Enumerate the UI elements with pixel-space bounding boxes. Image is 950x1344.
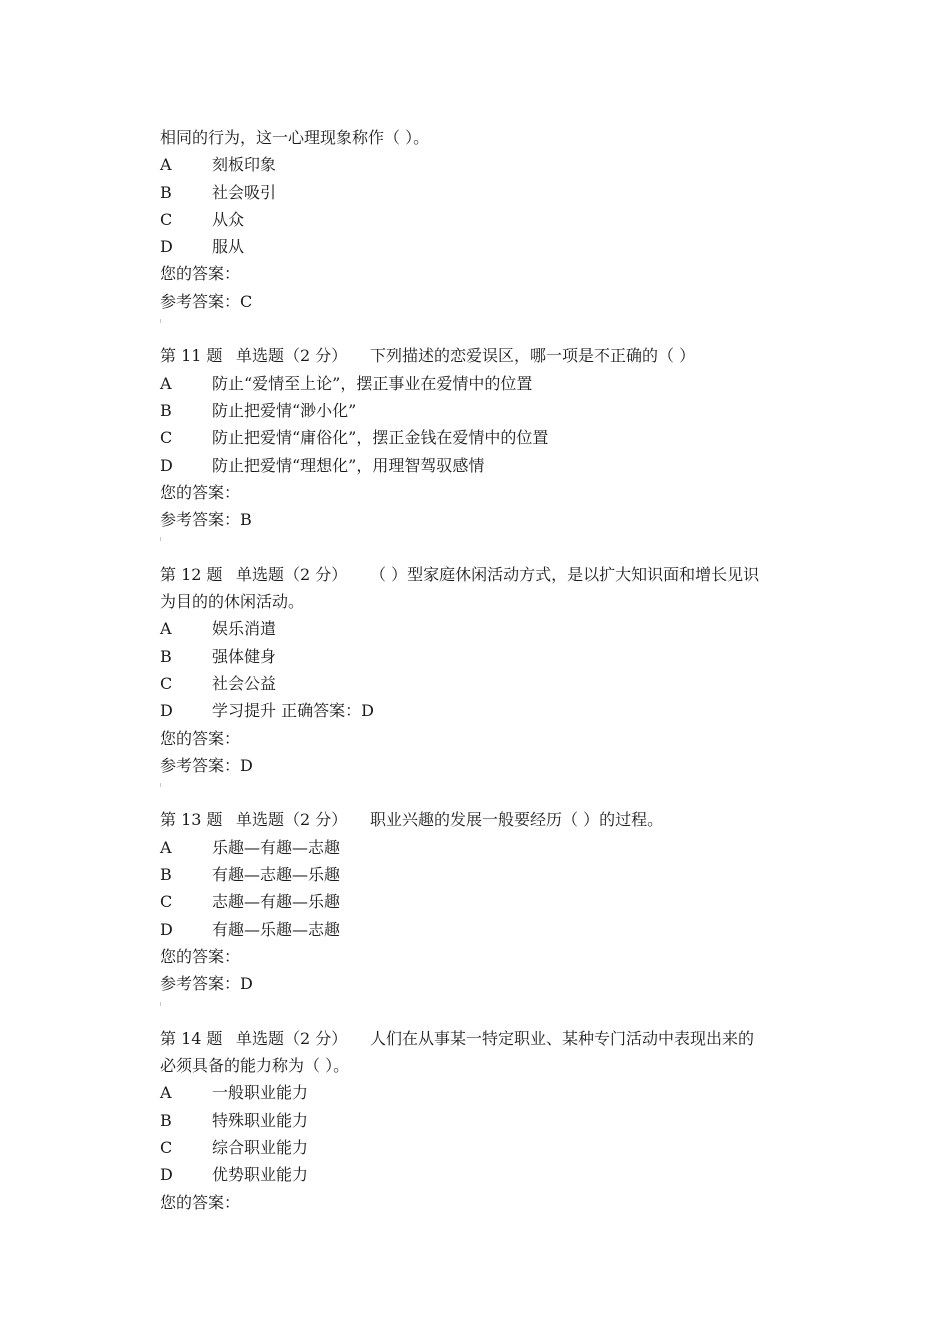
question-header — [160, 806, 800, 833]
option-a: A 娱乐消遣 — [160, 619, 277, 639]
separator — [160, 998, 800, 1025]
option-a: A 乐趣—有趣—志趣 — [160, 837, 341, 857]
option-b: B 强体健身 — [160, 646, 277, 666]
question-header — [160, 561, 800, 588]
your-answer-label: 您的答案： — [160, 482, 241, 502]
separator — [160, 315, 800, 342]
option-d: D 学习提升 正确答案：D — [160, 701, 374, 721]
option-b: B 特殊职业能力 — [160, 1110, 309, 1130]
question-header — [160, 342, 800, 369]
option-c: C 志趣—有趣—乐趣 — [160, 892, 341, 912]
question-10-continued — [160, 124, 800, 342]
question-stem-continued: 为目的的休闲活动。 — [160, 592, 305, 612]
question-type: 单选题（2 分） — [236, 1028, 348, 1048]
option-c: C 社会公益 — [160, 673, 277, 693]
option-b: B 有趣—志趣—乐趣 — [160, 865, 341, 885]
option-c: C 防止把爱情“庸俗化”，摆正金钱在爱情中的位置 — [160, 428, 549, 448]
separator — [160, 533, 800, 560]
question-type: 单选题（2 分） — [236, 810, 348, 830]
your-answer-label: 您的答案： — [160, 946, 241, 966]
question-stem-continued: 必须具备的能力称为（ ）。 — [160, 1056, 350, 1076]
your-answer-label: 您的答案： — [160, 728, 241, 748]
question-12 — [160, 561, 800, 807]
your-answer-label: 您的答案： — [160, 264, 241, 284]
option-b: B 防止把爱情“渺小化” — [160, 400, 357, 420]
question-11 — [160, 342, 800, 560]
question-stem: 下列描述的恋爱误区，哪一项是不正确的（ ） — [370, 346, 696, 366]
option-c: C 综合职业能力 — [160, 1137, 309, 1157]
option-d: D 服从 — [160, 237, 245, 257]
question-type: 单选题（2 分） — [236, 346, 348, 366]
document-page — [160, 124, 800, 1216]
separator — [160, 779, 800, 806]
question-type: 单选题（2 分） — [236, 564, 348, 584]
question-14 — [160, 1025, 800, 1216]
option-a: A 防止“爱情至上论”，摆正事业在爱情中的位置 — [160, 373, 533, 393]
question-stem: 相同的行为，这一心理现象称作（ ）。 — [160, 128, 430, 147]
option-d: D 有趣—乐趣—志趣 — [160, 919, 341, 939]
reference-answer: 参考答案：C — [160, 291, 253, 311]
option-a: A 一般职业能力 — [160, 1083, 309, 1103]
question-number: 第 12 题 — [160, 564, 223, 584]
reference-answer: 参考答案：B — [160, 510, 252, 530]
question-stem: （ ）型家庭休闲活动方式，是以扩大知识面和增长见识 — [370, 564, 760, 584]
option-a: A 刻板印象 — [160, 155, 277, 175]
question-13 — [160, 806, 800, 1024]
option-b: B 社会吸引 — [160, 182, 277, 202]
question-number: 第 13 题 — [160, 810, 223, 830]
question-stem: 职业兴趣的发展一般要经历（ ）的过程。 — [370, 810, 664, 830]
question-number: 第 11 题 — [160, 346, 223, 366]
reference-answer: 参考答案：D — [160, 974, 253, 994]
question-header — [160, 1025, 800, 1052]
question-stem: 人们在从事某一特定职业、某种专门活动中表现出来的 — [370, 1028, 755, 1048]
option-d: D 防止把爱情“理想化”，用理智驾驭感情 — [160, 455, 485, 475]
option-d: D 优势职业能力 — [160, 1165, 309, 1185]
reference-answer: 参考答案：D — [160, 755, 253, 775]
option-c: C 从众 — [160, 209, 245, 229]
your-answer-label: 您的答案： — [160, 1192, 241, 1212]
question-number: 第 14 题 — [160, 1028, 223, 1048]
